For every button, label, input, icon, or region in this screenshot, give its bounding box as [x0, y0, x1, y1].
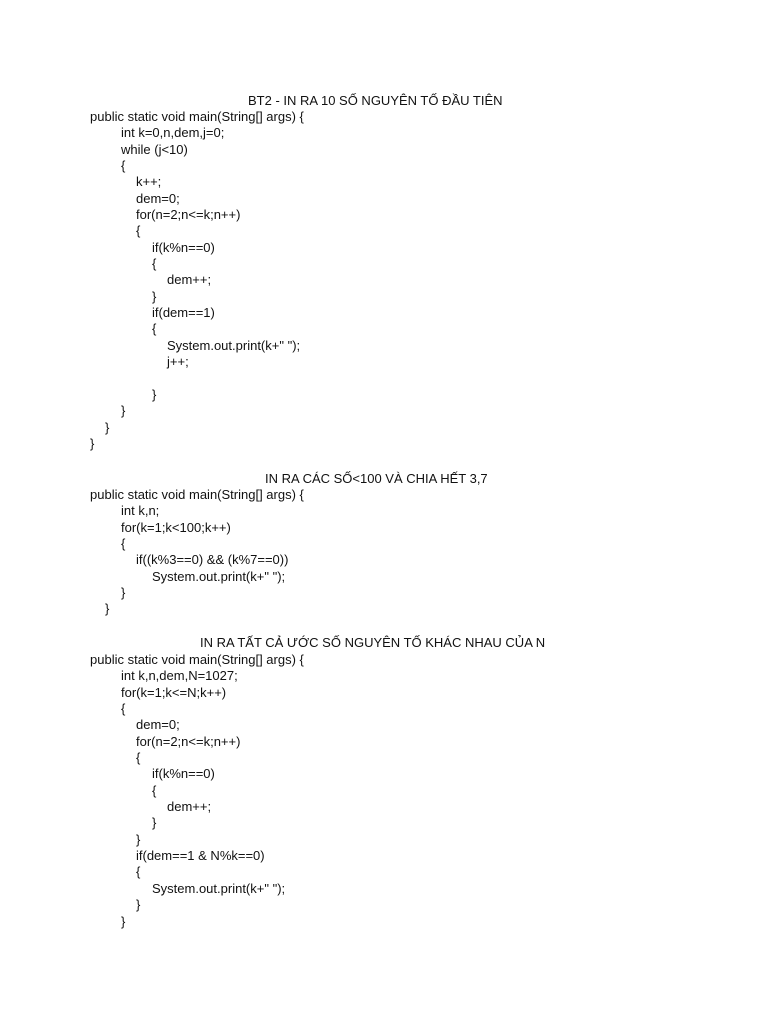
code-line: for(k=1;k<100;k++) [121, 519, 231, 535]
code-line: { [152, 256, 157, 272]
code-line: int k,n,dem,N=1027; [121, 668, 238, 684]
code-line: if(k%n==0) [152, 239, 215, 255]
section-2-code [90, 487, 304, 618]
code-line: } [152, 288, 157, 304]
code-line: if(k%n==0) [152, 766, 215, 782]
code-line: { [136, 864, 141, 880]
code-line: { [121, 158, 126, 174]
section-2-title: IN RA CÁC SỐ<100 VÀ CHIA HẾT 3,7 [265, 471, 488, 486]
code-line: { [136, 750, 141, 766]
code-line: dem=0; [136, 190, 180, 206]
code-line: public static void main(String[] args) { [90, 652, 304, 667]
code-line: if((k%3==0) && (k%7==0)) [136, 552, 289, 568]
code-line: System.out.print(k+" "); [167, 337, 301, 353]
code-line: } [136, 831, 141, 847]
code-line: if(dem==1) [152, 305, 215, 321]
code-line: dem++; [167, 799, 212, 815]
section-1-title: BT2 - IN RA 10 SỐ NGUYÊN TỐ ĐẦU TIÊN [248, 93, 503, 108]
code-line: public static void main(String[] args) { [90, 109, 304, 124]
code-line: } [121, 403, 126, 419]
code-line: { [121, 536, 126, 552]
code-line: { [152, 782, 157, 798]
code-line: } [105, 419, 110, 435]
section-1-code [90, 109, 304, 452]
code-line: } [152, 815, 157, 831]
code-line: } [121, 913, 126, 929]
code-line: { [152, 321, 157, 337]
code-line: public static void main(String[] args) { [90, 487, 304, 502]
code-line: } [121, 585, 126, 601]
section-3-code [90, 652, 304, 930]
code-line: } [136, 897, 141, 913]
code-line: j++; [167, 354, 189, 370]
section-3-title: IN RA TẤT CẢ ƯỚC SỐ NGUYÊN TỐ KHÁC NHAU CỦA N [200, 635, 546, 650]
code-line: for(n=2;n<=k;n++) [136, 207, 241, 223]
code-line: System.out.print(k+" "); [152, 568, 286, 584]
code-line: int k,n; [121, 503, 160, 519]
code-line [90, 371, 304, 387]
code-line: } [105, 601, 110, 617]
code-line: while (j<10) [121, 141, 188, 157]
code-line: { [121, 701, 126, 717]
code-line: } [90, 435, 95, 451]
code-line: { [136, 223, 141, 239]
code-line: System.out.print(k+" "); [152, 880, 286, 896]
code-line: } [152, 386, 157, 402]
code-line: dem=0; [136, 717, 180, 733]
code-line: if(dem==1 & N%k==0) [136, 848, 265, 864]
code-line: for(n=2;n<=k;n++) [136, 733, 241, 749]
code-line: k++; [136, 174, 162, 190]
code-line: int k=0,n,dem,j=0; [121, 125, 225, 141]
code-line: dem++; [167, 272, 212, 288]
code-line: for(k=1;k<=N;k++) [121, 684, 227, 700]
